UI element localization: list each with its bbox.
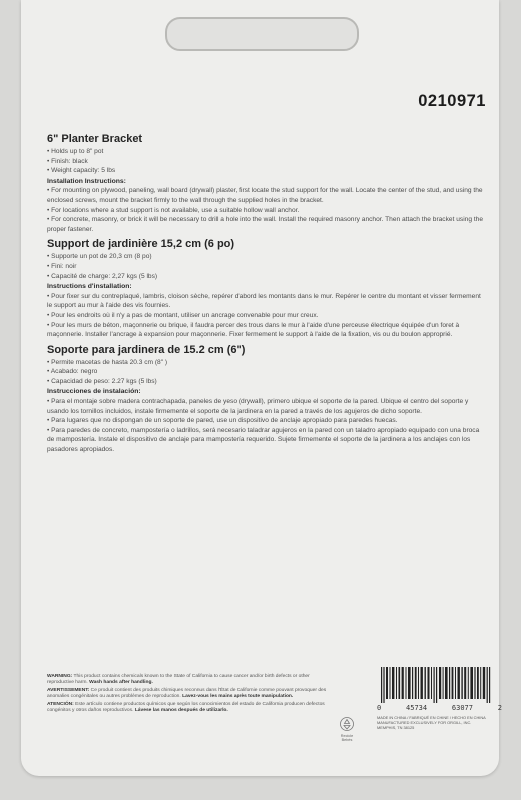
install-step: • Para el montaje sobre madera contrachapada, paneles de yeso (drywall), primero ubique el soporte de la pared. Ubique el centro del soporte y usando los tornillos incluidos, instale firmemente el soporte de la jardinera en la pared a través de los agujeros de dicho soporte.: [47, 397, 483, 416]
spec-bullet: • Supporte un pot de 20,3 cm (8 po): [47, 252, 483, 262]
spec-bullet: • Acabado: negro: [47, 367, 483, 377]
install-heading-english: Installation Instructions:: [47, 177, 126, 185]
item-number: 0210971: [418, 92, 486, 110]
title-english: 6" Planter Bracket: [47, 133, 143, 145]
recycle-mark: Recicle Bebés: [332, 716, 362, 743]
hang-hole: [165, 17, 359, 51]
install-step: • Para lugares que no dispongan de un soporte de pared, use un dispositivo de anclaje apropiado para paredes huecas.: [47, 416, 483, 426]
install-step: • Para paredes de concreto, mampostería o ladrillos, será necesario taladrar agujeros en la pared con un taladro apropiado equipado con una broca de mampostería. Instale el dispositivo de anclaje para mampostería requerido. Sujete firmemente el soporte de la jardinera a los anclajes con los pasadores apropiados.: [47, 426, 483, 455]
spec-bullet: • Fini: noir: [47, 262, 483, 272]
spec-bullet: • Capacidad de peso: 2.27 kgs (5 lbs): [47, 377, 483, 387]
spec-bullet: • Finish: black: [47, 157, 483, 167]
install-step: • Pour les endroits où il n'y a pas de montant, utiliser un ancrage convenable pour mur creux.: [47, 311, 483, 321]
install-heading-french: Instructions d'installation:: [47, 283, 132, 291]
manufacturer-info: MADE IN CHINA / FABRIQUÉ EN CHINE / HECHO EN CHINA MANUFACTURED EXCLUSIVELY FOR ORGILL, INC. MEMPHIS, TN 38125: [377, 715, 486, 730]
title-french: Support de jardinière 15,2 cm (6 po): [47, 238, 235, 251]
install-heading-spanish: Instrucciones de instalación:: [47, 388, 141, 396]
title-spanish: Soporte para jardinera de 15.2 cm (6"): [47, 343, 246, 356]
warning-spanish: ATENCIÓN: Este artículo contiene productos químicos que según los conocimientos del estado de California producen defectos congénitos y otros daños reproductivos. Lávese las manos después de utilizarlo.: [47, 702, 325, 714]
warning-french: AVERTISSEMENT: Ce produit contient des produits chimiques reconnus dans l'État de Californie comme pouvant provoquer des anomalies congénitales ou autres problèmes de reproduction. Lavez-vous les mains après toute manipulation.: [47, 688, 327, 700]
barcode-digits: 0 45734 63077 2: [377, 704, 502, 712]
upc-barcode: [377, 667, 502, 731]
spec-bullet: • Capacité de charge: 2,27 kgs (5 lbs): [47, 272, 483, 282]
prop65-warnings: [47, 674, 332, 717]
instructions-content: [47, 133, 483, 455]
install-step: • Pour fixer sur du contreplaqué, lambris, cloison sèche, repérer d'abord les montants dans le mur. Repérer le centre du montant et visser fermement le support au mur à l'aide des vis fournies.: [47, 292, 483, 311]
barcode-bars: [377, 667, 502, 703]
warning-english: WARNING: This product contains chemicals known to the State of California to cause cancer and/or birth defects or other reproductive harm. Wash hands after handling.: [47, 674, 310, 686]
blister-card: [21, 0, 502, 776]
install-step: • For concrete, masonry, or brick it will be necessary to drill a hole into the wall. Install the required masonry anchor. Then attach the bracket using the proper fastener.: [47, 215, 483, 234]
install-step: • Pour les murs de béton, maçonnerie ou brique, il faudra percer des trous dans le mur à l'aide d'une perceuse électrique équipée d'un foret à maçonnerie. Installer l'ancrage à expansion pour maçonnerie. Fixer fermement le support à l'aide de la fixation, vis ou du boulon approprié.: [47, 321, 483, 340]
install-step: • For locations where a stud support is not available, use a suitable hollow wall anchor.: [47, 206, 483, 216]
spec-bullet: • Weight capacity: 5 lbs: [47, 166, 483, 176]
recycle-icon: [339, 716, 355, 732]
install-step: • For mounting on plywood, paneling, wall board (drywall) plaster, first locate the stud support for the wall. Locate the center of the stud, and using the enclosed screws, mount the bracket firmly to the wall through the supplied holes in the bracket.: [47, 186, 483, 205]
spec-bullet: • Holds up to 8" pot: [47, 147, 483, 157]
spec-bullet: • Permite macetas de hasta 20.3 cm (8" ): [47, 358, 483, 368]
